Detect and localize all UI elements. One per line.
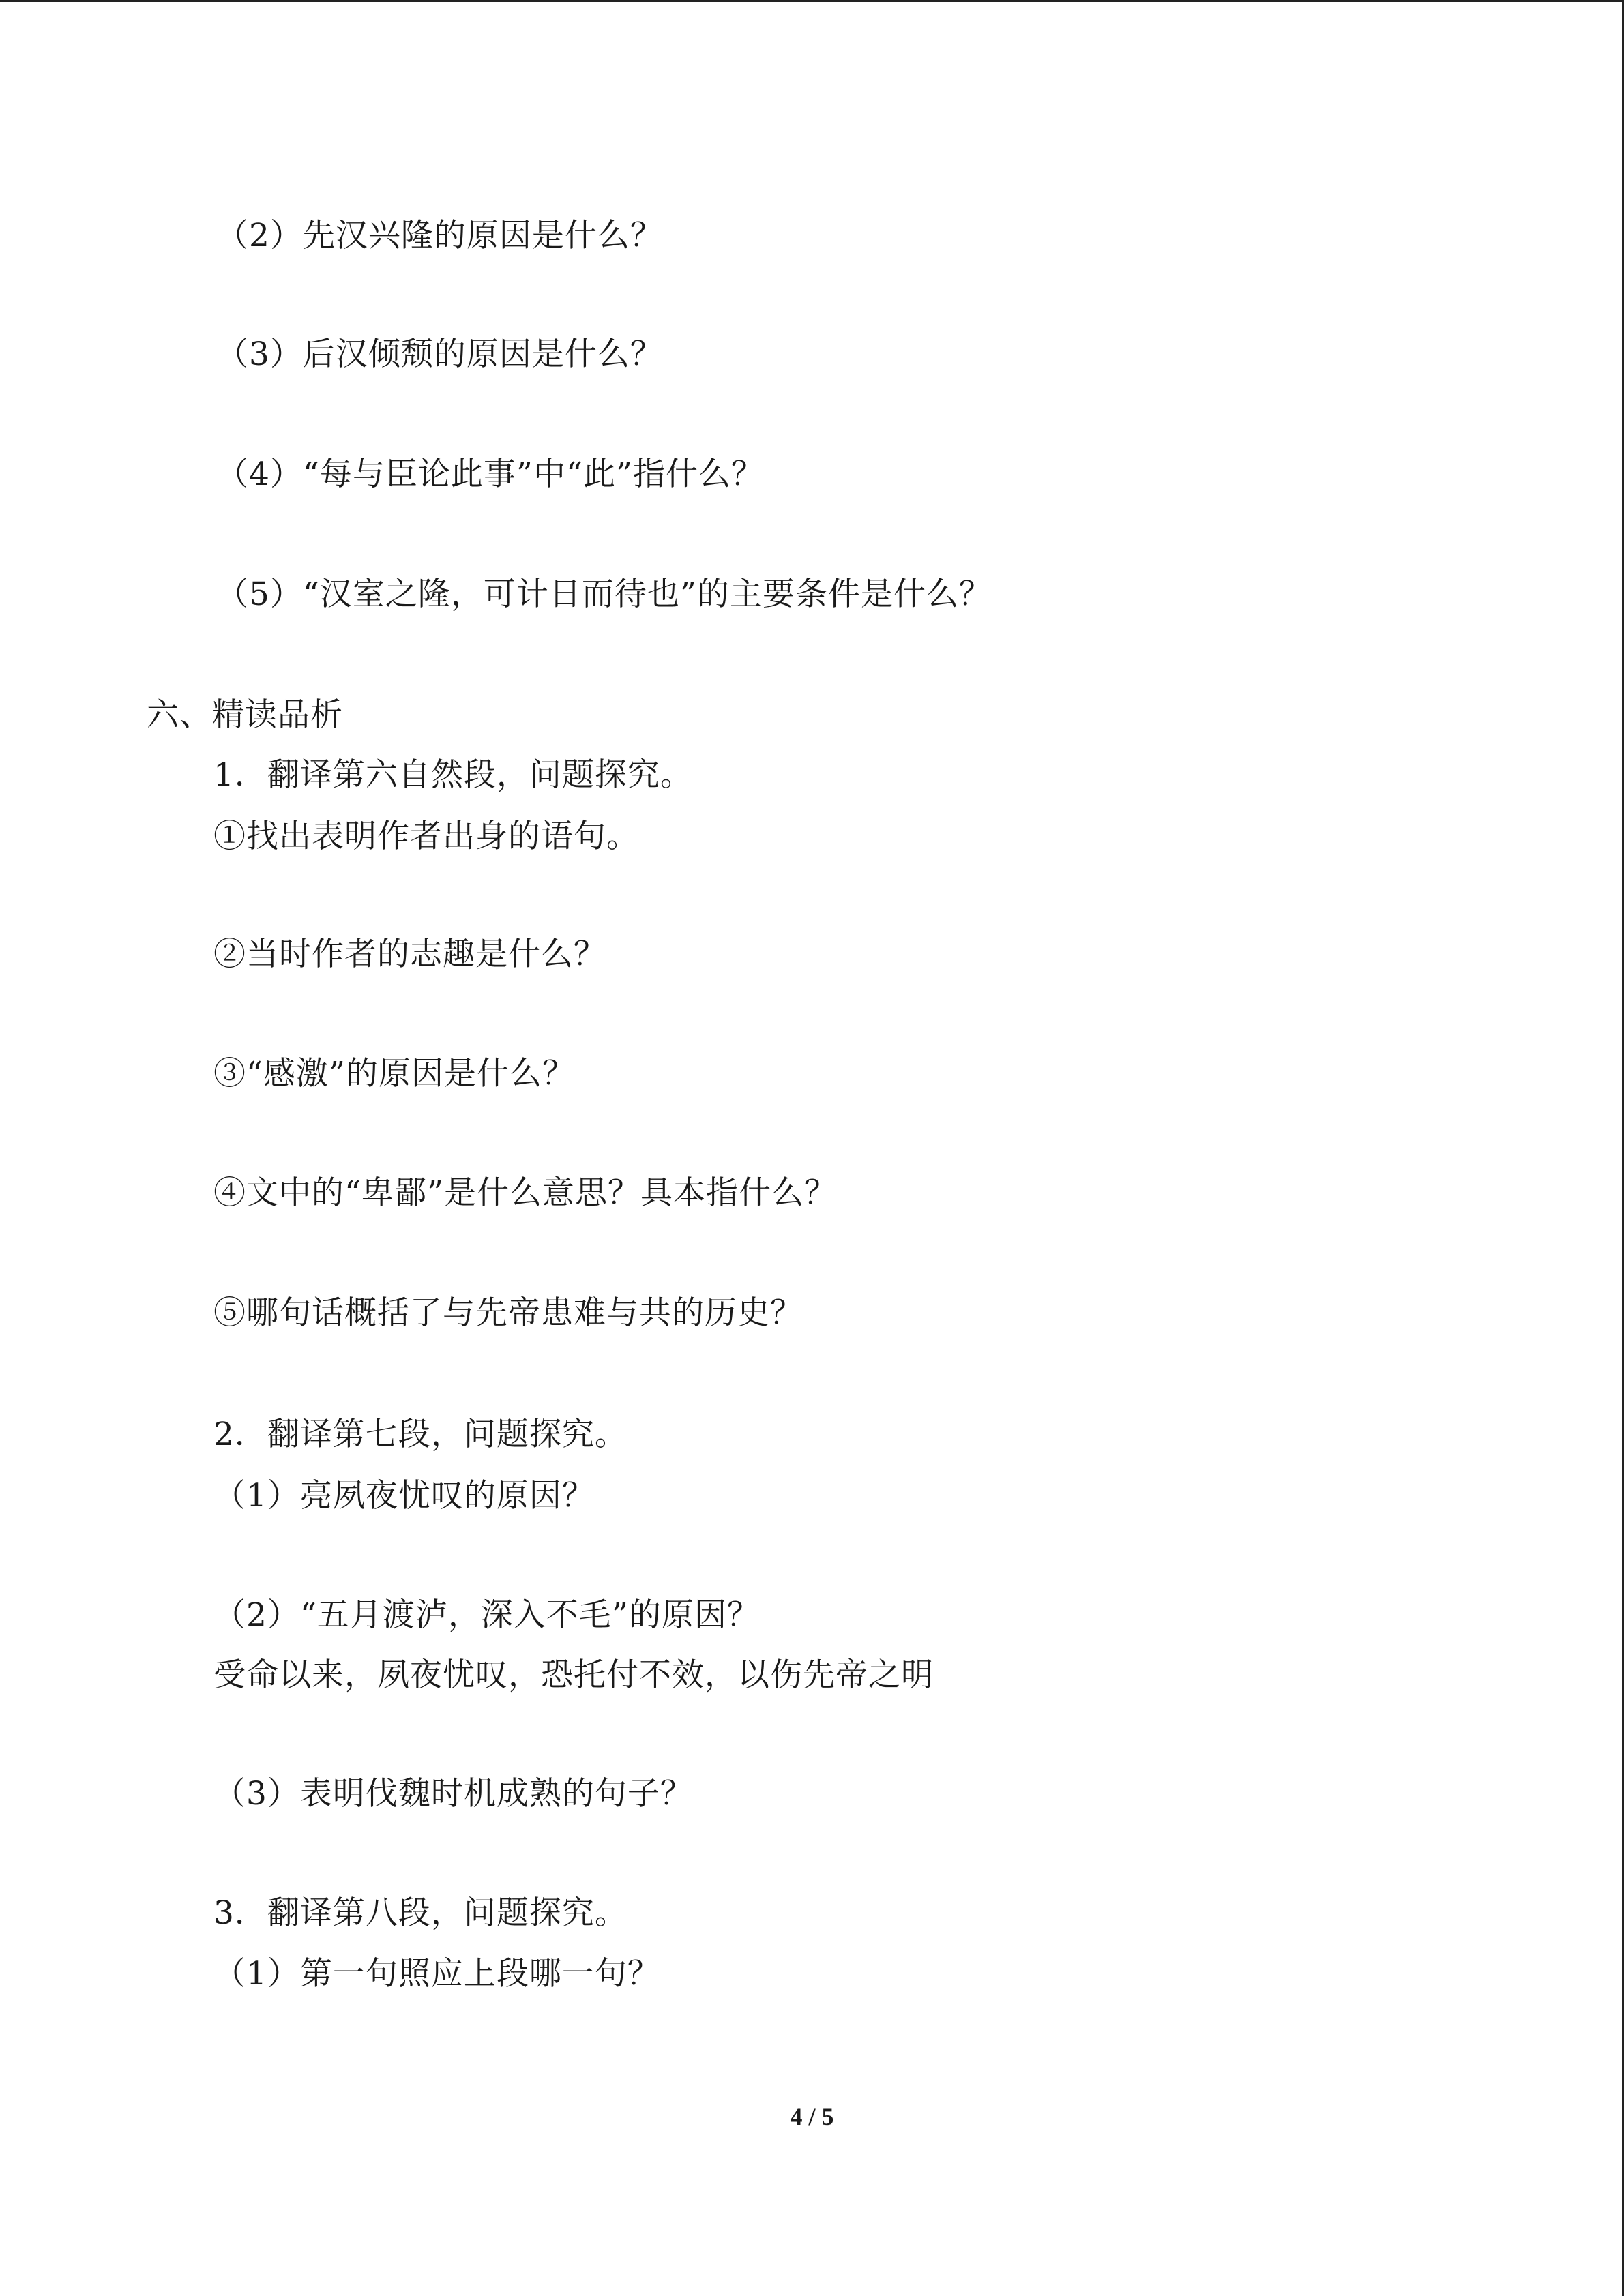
question-5-3: （3）后汉倾颓的原因是什么？ <box>216 336 663 373</box>
question-6-2-3: （3）表明伐魏时机成熟的句子？ <box>213 1775 693 1813</box>
question-6-1-c: ③“感激”的原因是什么？ <box>213 1055 576 1092</box>
question-6-2-2: （2）“五月渡泸，深入不毛”的原因？ <box>213 1596 760 1634</box>
question-5-4: （4）“每与臣论此事”中“此”指什么？ <box>216 456 765 493</box>
page-top-border <box>0 0 1624 2</box>
question-6-1-b: ②当时作者的志趣是什么？ <box>213 936 606 973</box>
question-6-1-a: ①找出表明作者出身的语句。 <box>213 818 639 855</box>
answer-6-2-2: 受命以来，夙夜忧叹，恐托付不效，以伤先帝之明 <box>213 1656 934 1694</box>
item-6-1: 1．翻译第六自然段，问题探究。 <box>213 756 693 794</box>
question-6-3-1: （1）第一句照应上段哪一句？ <box>213 1955 660 1993</box>
page-number: 4 / 5 <box>790 2103 834 2130</box>
item-6-2: 2．翻译第七段，问题探究。 <box>213 1416 628 1453</box>
section-heading-6: 六、精读品析 <box>147 696 343 734</box>
question-6-1-e: ⑤哪句话概括了与先帝患难与共的历史？ <box>213 1294 803 1332</box>
question-6-1-d: ④文中的“卑鄙”是什么意思？具本指什么？ <box>213 1174 838 1212</box>
question-6-2-1: （1）亮夙夜忧叹的原因？ <box>213 1477 595 1515</box>
question-5-2: （2）先汉兴隆的原因是什么？ <box>216 217 663 254</box>
item-6-3: 3．翻译第八段，问题探究。 <box>213 1894 628 1932</box>
question-5-5: （5）“汉室之隆，可计日而待也”的主要条件是什么？ <box>216 576 992 613</box>
